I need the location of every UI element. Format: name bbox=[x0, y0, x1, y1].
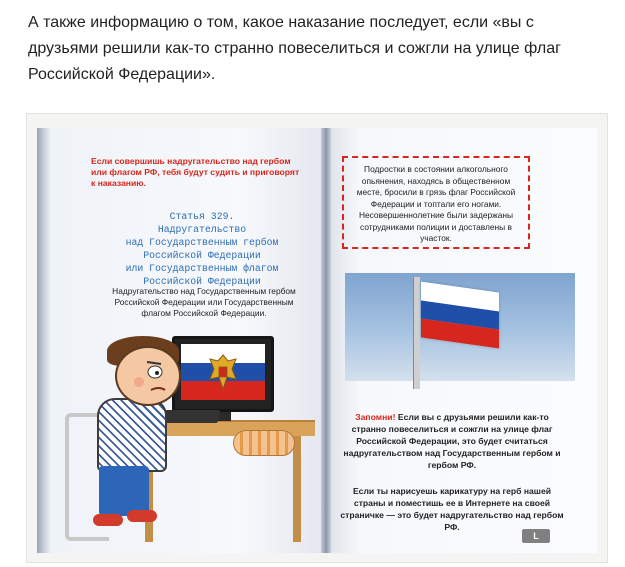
monitor-screen-flag bbox=[181, 344, 265, 400]
book-edge bbox=[37, 128, 51, 553]
article-number: Статья 329. bbox=[169, 211, 235, 222]
notice-box bbox=[342, 156, 530, 249]
boy-shoe bbox=[93, 514, 123, 526]
watermark-badge: L bbox=[522, 529, 550, 543]
remember-block bbox=[337, 411, 567, 471]
article-title-line: или Государственным флагом bbox=[125, 263, 279, 274]
boy-face bbox=[117, 348, 179, 404]
article-title-line: Надругательство bbox=[157, 224, 247, 235]
remember-text: Если вы с друзьями решили как-то странно повеселиться и сожгли на улице флаг Российской Федерации, это будет считаться надругательством над Государственным гербом и гербом РФ. bbox=[343, 412, 561, 470]
book-spread-image bbox=[37, 128, 597, 553]
warning-text: Если совершишь надругательство над гербом или флагом РФ, тебя будут судить и приговорят к наказанию. bbox=[91, 156, 300, 188]
notice-text: Подростки в состоянии алкогольного опьянения, находясь в общественном месте, бросили в грязь флаг Российской Федерации и топтали его ногами. Несовершеннолетние были задержаны сотрудниками полиции и доставлены в участок. bbox=[356, 164, 516, 243]
boy-legs bbox=[99, 466, 149, 516]
coat-of-arms-icon bbox=[208, 353, 238, 391]
flag-photo bbox=[345, 273, 575, 381]
book-spine bbox=[321, 128, 331, 553]
article-title-line: Российской Федерации bbox=[143, 276, 261, 287]
desk-leg bbox=[293, 434, 301, 542]
article-body: Надругательство над Государственным гербом Российской Федерации или Государственным флагом Российской Федерации. bbox=[112, 286, 296, 318]
cat-illustration bbox=[233, 430, 295, 456]
article-title-line: Российской Федерации bbox=[143, 250, 261, 261]
article-title bbox=[97, 210, 307, 288]
article-title-line: над Государственным гербом bbox=[125, 237, 279, 248]
remember-label: Запомни! bbox=[355, 412, 396, 422]
boy-head bbox=[115, 346, 181, 406]
boy-shirt bbox=[97, 398, 167, 472]
boy-shoe bbox=[127, 510, 157, 522]
flag-pole bbox=[413, 277, 420, 389]
russian-flag-icon bbox=[421, 282, 499, 349]
intro-text: А также информацию о том, какое наказание последует, если «вы с друзьями решили как-то странно повеселиться и сожгли на улице флаг Российской Федерации». bbox=[28, 14, 561, 83]
caricature-text: Если ты нарисуешь карикатуру на герб нашей страны и поместишь ее в Интернете на своей страничке — это будет надругательство над гербом РФ. bbox=[340, 486, 564, 532]
monitor-illustration bbox=[172, 336, 274, 412]
